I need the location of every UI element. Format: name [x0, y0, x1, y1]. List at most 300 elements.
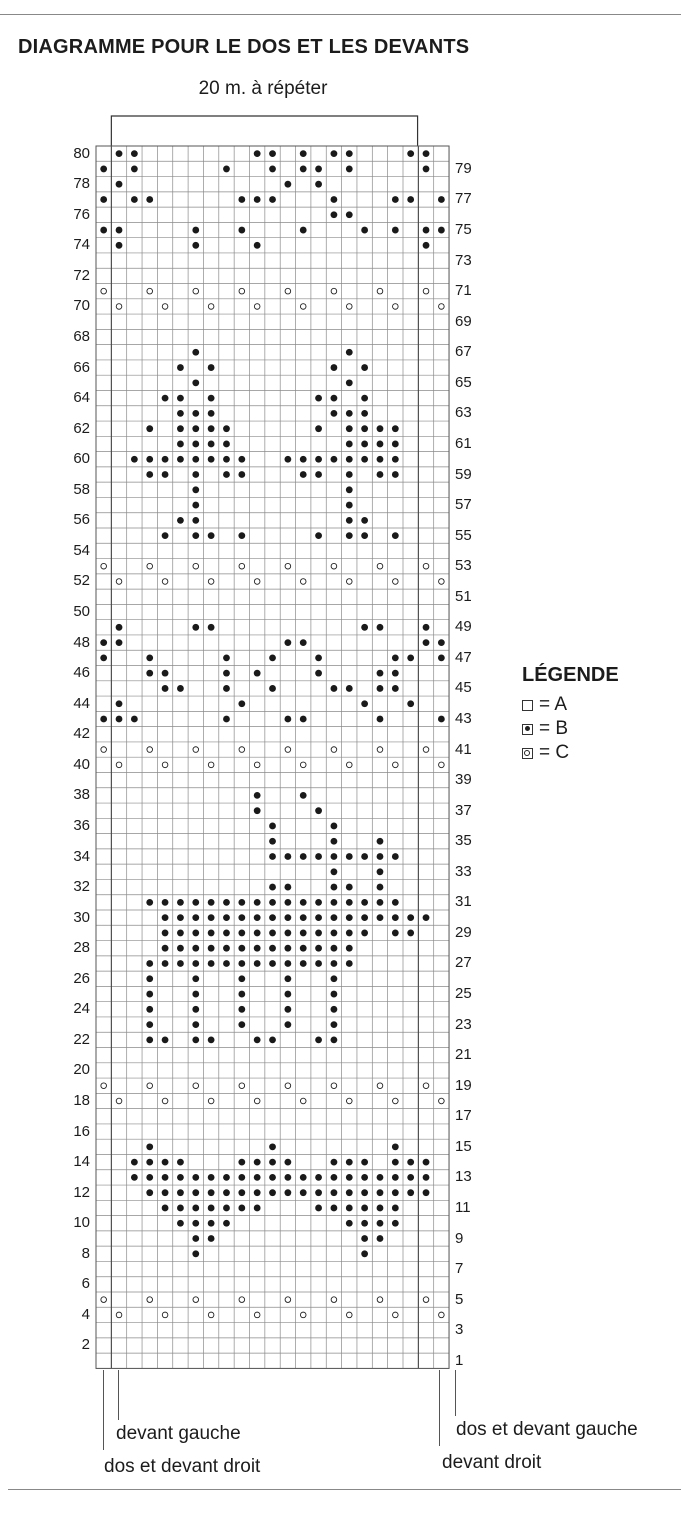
stitch-b — [346, 884, 353, 891]
stitch-b — [315, 395, 322, 402]
row-number-right: 5 — [455, 1290, 464, 1308]
stitch-c — [331, 563, 337, 569]
stitch-b — [361, 1174, 368, 1181]
stitch-b — [331, 685, 338, 692]
stitch-b — [269, 899, 276, 906]
row-number-left: 26 — [73, 969, 90, 987]
stitch-b — [269, 838, 276, 845]
stitch-b — [192, 379, 199, 386]
stitch-b — [331, 1036, 338, 1043]
stitch-c — [423, 563, 429, 569]
row-number-right: 57 — [455, 496, 472, 514]
stitch-b — [361, 517, 368, 524]
stitch-c — [300, 1312, 306, 1318]
marker-line-left-outer — [103, 1370, 104, 1450]
stitch-c — [346, 1312, 352, 1318]
stitch-b — [315, 960, 322, 967]
stitch-b — [146, 471, 153, 478]
stitch-b — [131, 150, 138, 157]
stitch-b — [331, 823, 338, 830]
stitch-b — [254, 807, 261, 814]
stitch-c — [423, 747, 429, 753]
stitch-b — [254, 1174, 261, 1181]
stitch-b — [254, 242, 261, 249]
stitch-b — [438, 716, 445, 723]
stitch-b — [392, 196, 399, 203]
stitch-b — [331, 456, 338, 463]
stitch-b — [208, 1036, 215, 1043]
stitch-c — [101, 563, 107, 569]
stitch-b — [116, 700, 123, 707]
stitch-b — [377, 1189, 384, 1196]
stitch-b — [423, 227, 430, 234]
ring-square-icon — [522, 748, 533, 759]
stitch-b — [192, 1021, 199, 1028]
stitch-b — [254, 1189, 261, 1196]
stitch-b — [146, 456, 153, 463]
stitch-b — [331, 945, 338, 952]
row-number-right: 55 — [455, 526, 472, 544]
stitch-b — [423, 150, 430, 157]
stitch-b — [300, 899, 307, 906]
row-number-left: 66 — [73, 358, 90, 376]
stitch-b — [407, 930, 414, 937]
stitch-b — [300, 930, 307, 937]
row-number-right: 17 — [455, 1107, 472, 1125]
stitch-b — [377, 1174, 384, 1181]
stitch-b — [346, 349, 353, 356]
stitch-b — [100, 166, 107, 173]
stitch-c — [193, 1083, 199, 1089]
row-number-right: 47 — [455, 648, 472, 666]
stitch-b — [315, 807, 322, 814]
stitch-b — [192, 960, 199, 967]
stitch-b — [162, 532, 169, 539]
stitch-c — [300, 304, 306, 310]
stitch-b — [300, 914, 307, 921]
stitch-b — [331, 975, 338, 982]
row-number-left: 30 — [73, 908, 90, 926]
stitch-b — [331, 1189, 338, 1196]
legend-label-a: = A — [539, 694, 567, 715]
stitch-b — [254, 945, 261, 952]
stitch-b — [377, 425, 384, 432]
stitch-b — [192, 1250, 199, 1257]
stitch-b — [208, 960, 215, 967]
stitch-c — [239, 1297, 245, 1303]
stitch-b — [208, 364, 215, 371]
row-number-left: 72 — [73, 266, 90, 284]
stitch-b — [100, 654, 107, 661]
stitch-c — [377, 1297, 383, 1303]
stitch-c — [393, 762, 399, 768]
stitch-b — [331, 914, 338, 921]
stitch-b — [238, 945, 245, 952]
row-number-right: 79 — [455, 159, 472, 177]
stitch-b — [192, 899, 199, 906]
stitch-b — [392, 1220, 399, 1227]
stitch-b — [146, 1006, 153, 1013]
row-number-right: 37 — [455, 801, 472, 819]
label-devant-droit: devant droit — [442, 1452, 542, 1473]
stitch-b — [223, 914, 230, 921]
stitch-b — [377, 914, 384, 921]
stitch-b — [131, 166, 138, 173]
stitch-b — [392, 1189, 399, 1196]
stitch-b — [162, 960, 169, 967]
stitch-b — [392, 853, 399, 860]
stitch-c — [162, 1098, 168, 1104]
stitch-b — [238, 930, 245, 937]
row-number-left: 62 — [73, 419, 90, 437]
stitch-b — [315, 166, 322, 173]
stitch-b — [331, 853, 338, 860]
stitch-b — [392, 654, 399, 661]
stitch-b — [423, 1174, 430, 1181]
stitch-b — [423, 1189, 430, 1196]
stitch-b — [346, 517, 353, 524]
stitch-b — [315, 471, 322, 478]
stitch-c — [346, 579, 352, 585]
stitch-b — [346, 425, 353, 432]
stitch-b — [254, 1159, 261, 1166]
stitch-c — [331, 747, 337, 753]
page-title: DIAGRAMME POUR LE DOS ET LES DEVANTS — [18, 36, 470, 58]
stitch-b — [223, 945, 230, 952]
stitch-b — [284, 899, 291, 906]
row-number-right: 63 — [455, 404, 472, 422]
stitch-b — [162, 1159, 169, 1166]
stitch-b — [361, 700, 368, 707]
label-dos-devant-gauche: dos et devant gauche — [456, 1419, 638, 1440]
stitch-b — [392, 1205, 399, 1212]
stitch-b — [192, 1174, 199, 1181]
stitch-c — [116, 762, 122, 768]
stitch-b — [192, 1220, 199, 1227]
stitch-b — [208, 914, 215, 921]
stitch-b — [315, 914, 322, 921]
stitch-b — [392, 471, 399, 478]
stitch-b — [100, 639, 107, 646]
row-number-left: 56 — [73, 511, 90, 529]
row-number-left: 16 — [73, 1122, 90, 1140]
stitch-b — [177, 517, 184, 524]
stitch-b — [131, 1174, 138, 1181]
stitch-b — [146, 1021, 153, 1028]
stitch-b — [208, 1189, 215, 1196]
stitch-b — [377, 685, 384, 692]
stitch-b — [284, 945, 291, 952]
stitch-b — [346, 502, 353, 509]
stitch-b — [238, 1006, 245, 1013]
stitch-c — [162, 304, 168, 310]
stitch-b — [331, 868, 338, 875]
row-number-right: 19 — [455, 1076, 472, 1094]
stitch-c — [208, 304, 214, 310]
stitch-b — [331, 1174, 338, 1181]
stitch-b — [377, 868, 384, 875]
stitch-c — [300, 762, 306, 768]
stitch-b — [331, 364, 338, 371]
stitch-b — [346, 486, 353, 493]
row-number-right: 27 — [455, 954, 472, 972]
stitch-b — [300, 853, 307, 860]
stitch-b — [346, 899, 353, 906]
stitch-b — [423, 1159, 430, 1166]
stitch-b — [315, 1036, 322, 1043]
row-number-right: 33 — [455, 862, 472, 880]
stitch-b — [254, 914, 261, 921]
stitch-c — [393, 1312, 399, 1318]
stitch-c — [254, 579, 260, 585]
stitch-b — [315, 181, 322, 188]
stitch-b — [361, 425, 368, 432]
stitch-b — [192, 624, 199, 631]
stitch-b — [284, 1021, 291, 1028]
row-number-right: 71 — [455, 282, 472, 300]
stitch-b — [392, 441, 399, 448]
stitch-b — [346, 930, 353, 937]
legend-title: LÉGENDE — [522, 664, 619, 686]
repeat-label: 20 m. à répéter — [198, 78, 328, 99]
row-number-right: 3 — [455, 1321, 464, 1339]
stitch-b — [269, 1036, 276, 1043]
marker-line-left-inner — [118, 1370, 119, 1420]
row-number-left: 80 — [73, 144, 90, 162]
stitch-b — [331, 1006, 338, 1013]
stitch-b — [177, 364, 184, 371]
stitch-b — [162, 930, 169, 937]
stitch-b — [177, 1174, 184, 1181]
stitch-b — [208, 441, 215, 448]
stitch-b — [361, 1205, 368, 1212]
stitch-b — [100, 196, 107, 203]
stitch-c — [285, 747, 291, 753]
stitch-b — [177, 930, 184, 937]
stitch-b — [162, 1205, 169, 1212]
legend-item-a — [522, 694, 567, 716]
stitch-b — [284, 1174, 291, 1181]
row-number-left: 54 — [73, 541, 90, 559]
stitch-c — [285, 288, 291, 294]
stitch-c — [331, 1083, 337, 1089]
row-number-right: 49 — [455, 618, 472, 636]
stitch-b — [407, 196, 414, 203]
stitch-b — [177, 441, 184, 448]
stitch-b — [238, 1174, 245, 1181]
stitch-c — [439, 762, 445, 768]
row-number-left: 76 — [73, 205, 90, 223]
stitch-b — [177, 456, 184, 463]
stitch-b — [100, 227, 107, 234]
row-number-left: 44 — [73, 694, 90, 712]
stitch-c — [193, 563, 199, 569]
stitch-c — [439, 579, 445, 585]
stitch-b — [192, 1189, 199, 1196]
stitch-b — [331, 410, 338, 417]
stitch-b — [238, 532, 245, 539]
stitch-b — [331, 960, 338, 967]
stitch-b — [238, 960, 245, 967]
stitch-b — [146, 960, 153, 967]
stitch-b — [177, 1159, 184, 1166]
stitch-b — [423, 166, 430, 173]
stitch-c — [101, 1083, 107, 1089]
stitch-b — [192, 914, 199, 921]
stitch-b — [392, 1174, 399, 1181]
stitch-c — [285, 563, 291, 569]
stitch-b — [269, 196, 276, 203]
stitch-b — [208, 899, 215, 906]
stitch-c — [239, 747, 245, 753]
marker-line-right-inner — [439, 1370, 440, 1446]
stitch-b — [192, 486, 199, 493]
stitch-b — [331, 1021, 338, 1028]
stitch-b — [407, 1159, 414, 1166]
stitch-b — [238, 1159, 245, 1166]
stitch-b — [208, 1220, 215, 1227]
stitch-b — [146, 425, 153, 432]
stitch-c — [346, 304, 352, 310]
stitch-b — [177, 899, 184, 906]
stitch-c — [101, 747, 107, 753]
stitch-b — [162, 1189, 169, 1196]
stitch-b — [192, 1036, 199, 1043]
row-number-left: 10 — [73, 1214, 90, 1232]
stitch-b — [223, 1189, 230, 1196]
row-number-left: 18 — [73, 1092, 90, 1109]
stitch-b — [361, 441, 368, 448]
stitch-b — [192, 227, 199, 234]
stitch-b — [238, 700, 245, 707]
stitch-b — [162, 670, 169, 677]
stitch-b — [162, 914, 169, 921]
stitch-b — [423, 624, 430, 631]
stitch-b — [392, 227, 399, 234]
stitch-c — [423, 1297, 429, 1303]
stitch-c — [208, 762, 214, 768]
stitch-b — [315, 1174, 322, 1181]
stitch-b — [346, 471, 353, 478]
stitch-b — [392, 914, 399, 921]
row-number-left: 60 — [73, 450, 90, 468]
stitch-c — [239, 1083, 245, 1089]
stitch-b — [331, 899, 338, 906]
stitch-b — [223, 960, 230, 967]
stitch-b — [238, 899, 245, 906]
row-number-left: 36 — [73, 816, 90, 834]
row-number-left: 70 — [73, 297, 90, 315]
stitch-b — [162, 1036, 169, 1043]
stitch-c — [377, 288, 383, 294]
stitch-b — [223, 1174, 230, 1181]
stitch-b — [208, 425, 215, 432]
row-number-left: 6 — [81, 1275, 90, 1293]
row-number-right: 1 — [455, 1351, 464, 1369]
row-number-right: 75 — [455, 221, 472, 239]
stitch-b — [284, 975, 291, 982]
stitch-c — [116, 579, 122, 585]
stitch-c — [147, 563, 153, 569]
stitch-b — [177, 960, 184, 967]
row-number-right: 9 — [455, 1229, 464, 1247]
stitch-b — [177, 395, 184, 402]
row-number-right: 53 — [455, 557, 472, 575]
stitch-b — [361, 227, 368, 234]
stitch-b — [146, 1174, 153, 1181]
stitch-b — [238, 471, 245, 478]
stitch-b — [377, 1220, 384, 1227]
row-number-right: 13 — [455, 1168, 472, 1186]
stitch-b — [300, 945, 307, 952]
stitch-b — [377, 471, 384, 478]
stitch-b — [284, 181, 291, 188]
stitch-b — [423, 639, 430, 646]
legend-label-b: = B — [539, 718, 569, 739]
stitch-b — [192, 532, 199, 539]
stitch-b — [192, 502, 199, 509]
row-number-left: 42 — [73, 725, 90, 743]
stitch-b — [177, 685, 184, 692]
stitch-c — [147, 1083, 153, 1089]
stitch-b — [131, 196, 138, 203]
stitch-b — [146, 654, 153, 661]
stitch-b — [407, 654, 414, 661]
stitch-c — [439, 1098, 445, 1104]
stitch-c — [254, 762, 260, 768]
stitch-b — [346, 1205, 353, 1212]
stitch-b — [269, 150, 276, 157]
stitch-b — [177, 1189, 184, 1196]
stitch-b — [269, 654, 276, 661]
row-number-left: 58 — [73, 480, 90, 498]
stitch-b — [238, 456, 245, 463]
stitch-b — [192, 930, 199, 937]
stitch-b — [377, 838, 384, 845]
stitch-b — [223, 1220, 230, 1227]
stitch-b — [223, 425, 230, 432]
stitch-b — [361, 624, 368, 631]
stitch-b — [315, 930, 322, 937]
row-number-left: 48 — [73, 633, 90, 651]
row-number-right: 7 — [455, 1260, 464, 1278]
stitch-c — [377, 563, 383, 569]
row-number-left: 68 — [73, 328, 90, 345]
stitch-b — [438, 639, 445, 646]
stitch-b — [361, 410, 368, 417]
stitch-b — [223, 654, 230, 661]
row-number-right: 45 — [455, 679, 472, 697]
stitch-b — [407, 914, 414, 921]
stitch-b — [116, 624, 123, 631]
stitch-b — [254, 930, 261, 937]
stitch-b — [346, 914, 353, 921]
stitch-b — [361, 899, 368, 906]
stitch-b — [346, 1159, 353, 1166]
stitch-b — [238, 975, 245, 982]
row-number-right: 41 — [455, 740, 472, 758]
stitch-b — [162, 471, 169, 478]
stitch-b — [392, 456, 399, 463]
stitch-b — [346, 1174, 353, 1181]
stitch-b — [208, 1205, 215, 1212]
legend-item-c — [522, 742, 569, 764]
stitch-b — [361, 1189, 368, 1196]
stitch-c — [393, 304, 399, 310]
stitch-b — [300, 227, 307, 234]
stitch-b — [315, 1205, 322, 1212]
stitch-c — [193, 747, 199, 753]
